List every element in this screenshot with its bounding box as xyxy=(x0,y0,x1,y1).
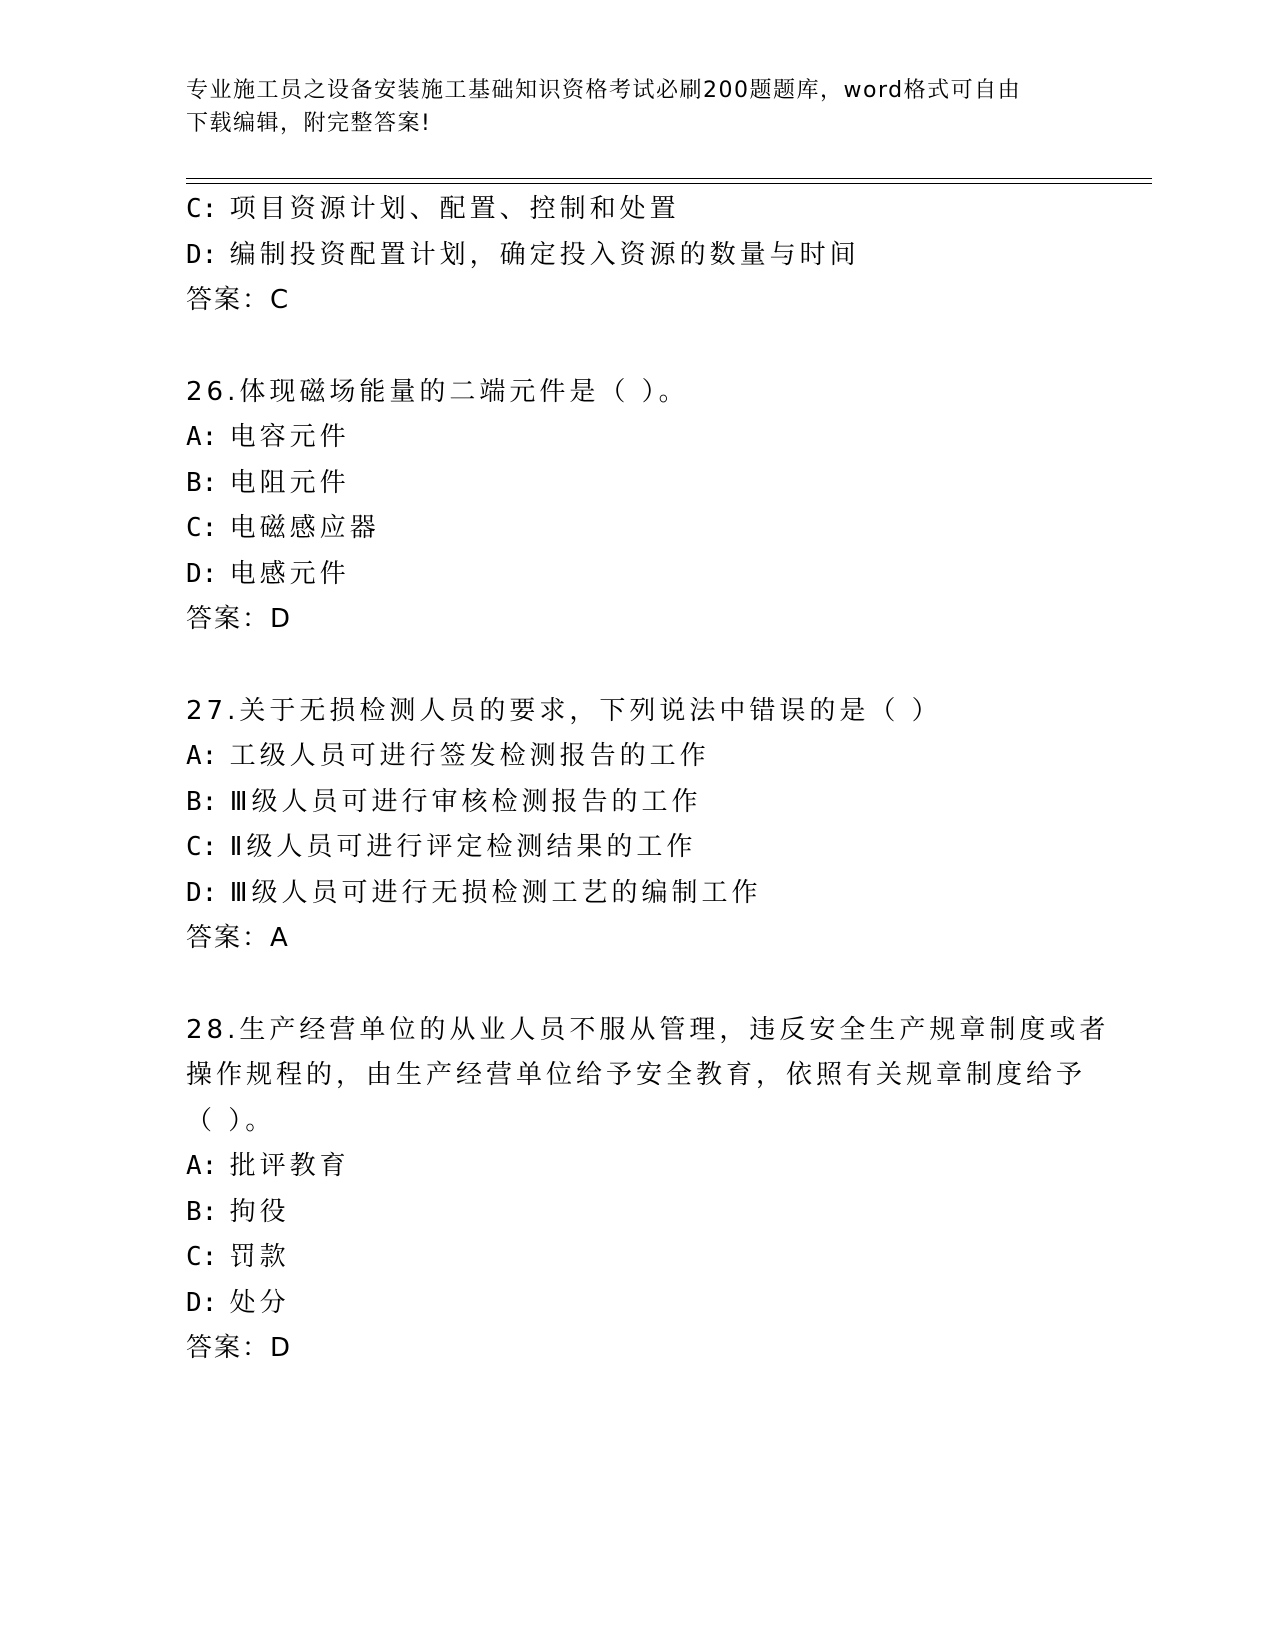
question-27: 27.关于无损检测人员的要求，下列说法中错误的是（ ） xyxy=(186,695,942,726)
answer: 答案：A xyxy=(186,923,290,953)
option-c xyxy=(186,825,1126,871)
answer: 答案：D xyxy=(186,1333,293,1363)
option-text: Ⅲ级人员可进行审核检测报告的工作 xyxy=(229,786,702,817)
option-label: D: xyxy=(186,239,218,270)
option-text: 电磁感应器 xyxy=(229,513,380,543)
option-c xyxy=(186,506,1126,552)
header-divider-bottom xyxy=(186,183,1152,184)
answer: 答案：C xyxy=(186,285,291,315)
question-26: 26.体现磁场能量的二端元件是（ ）。 xyxy=(186,376,689,407)
document-header xyxy=(186,74,1076,140)
option-label: A: xyxy=(186,422,218,452)
option-label: B: xyxy=(186,1196,218,1227)
option-text: 电阻元件 xyxy=(229,467,350,498)
option-d xyxy=(186,1281,1126,1327)
header-divider-top xyxy=(186,178,1152,179)
question-28-line-3: （ ）。 xyxy=(186,1105,276,1136)
question-28-line-1: 28.生产经营单位的从业人员不服从管理，违反安全生产规章制度或者 xyxy=(186,1014,1110,1045)
option-a xyxy=(186,415,1126,461)
option-b xyxy=(186,461,1126,507)
option-text: Ⅱ级人员可进行评定检测结果的工作 xyxy=(229,832,697,862)
option-label: C: xyxy=(186,513,218,543)
option-label: C: xyxy=(186,1242,218,1272)
option-label: B: xyxy=(186,467,218,498)
question-list xyxy=(186,187,1126,1372)
option-text: 项目资源计划、配置、控制和处置 xyxy=(229,194,680,224)
answer: 答案：D xyxy=(186,604,293,634)
option-label: B: xyxy=(186,786,218,817)
option-label: D: xyxy=(186,1287,218,1318)
question-28-line-2: 操作规程的，由生产经营单位给予安全教育，依照有关规章制度给予 xyxy=(186,1060,1087,1090)
option-c xyxy=(186,1235,1126,1281)
option-label: D: xyxy=(186,877,218,908)
option-label: C: xyxy=(186,832,218,862)
header-line-1: 专业施工员之设备安装施工基础知识资格考试必刷200题题库，word格式可自由 xyxy=(186,78,1022,103)
option-b xyxy=(186,780,1126,826)
option-text: 工级人员可进行签发检测报告的工作 xyxy=(229,741,710,771)
option-label: A: xyxy=(186,1151,218,1181)
option-d xyxy=(186,552,1126,598)
option-text: 罚款 xyxy=(229,1242,290,1272)
option-d xyxy=(186,233,1126,279)
option-text: Ⅲ级人员可进行无损检测工艺的编制工作 xyxy=(229,877,762,908)
option-c xyxy=(186,187,1126,233)
option-label: A: xyxy=(186,741,218,771)
option-text: 电容元件 xyxy=(229,422,350,452)
option-text: 批评教育 xyxy=(229,1151,350,1181)
option-text: 拘役 xyxy=(229,1196,290,1227)
option-text: 编制投资配置计划，确定投入资源的数量与时间 xyxy=(229,239,860,270)
option-a xyxy=(186,1144,1126,1190)
option-label: C: xyxy=(186,194,218,224)
option-a xyxy=(186,734,1126,780)
option-label: D: xyxy=(186,558,218,589)
option-text: 处分 xyxy=(229,1287,290,1318)
option-b xyxy=(186,1190,1126,1236)
option-text: 电感元件 xyxy=(229,558,350,589)
header-line-2: 下载编辑，附完整答案! xyxy=(186,111,432,136)
option-d xyxy=(186,871,1126,917)
